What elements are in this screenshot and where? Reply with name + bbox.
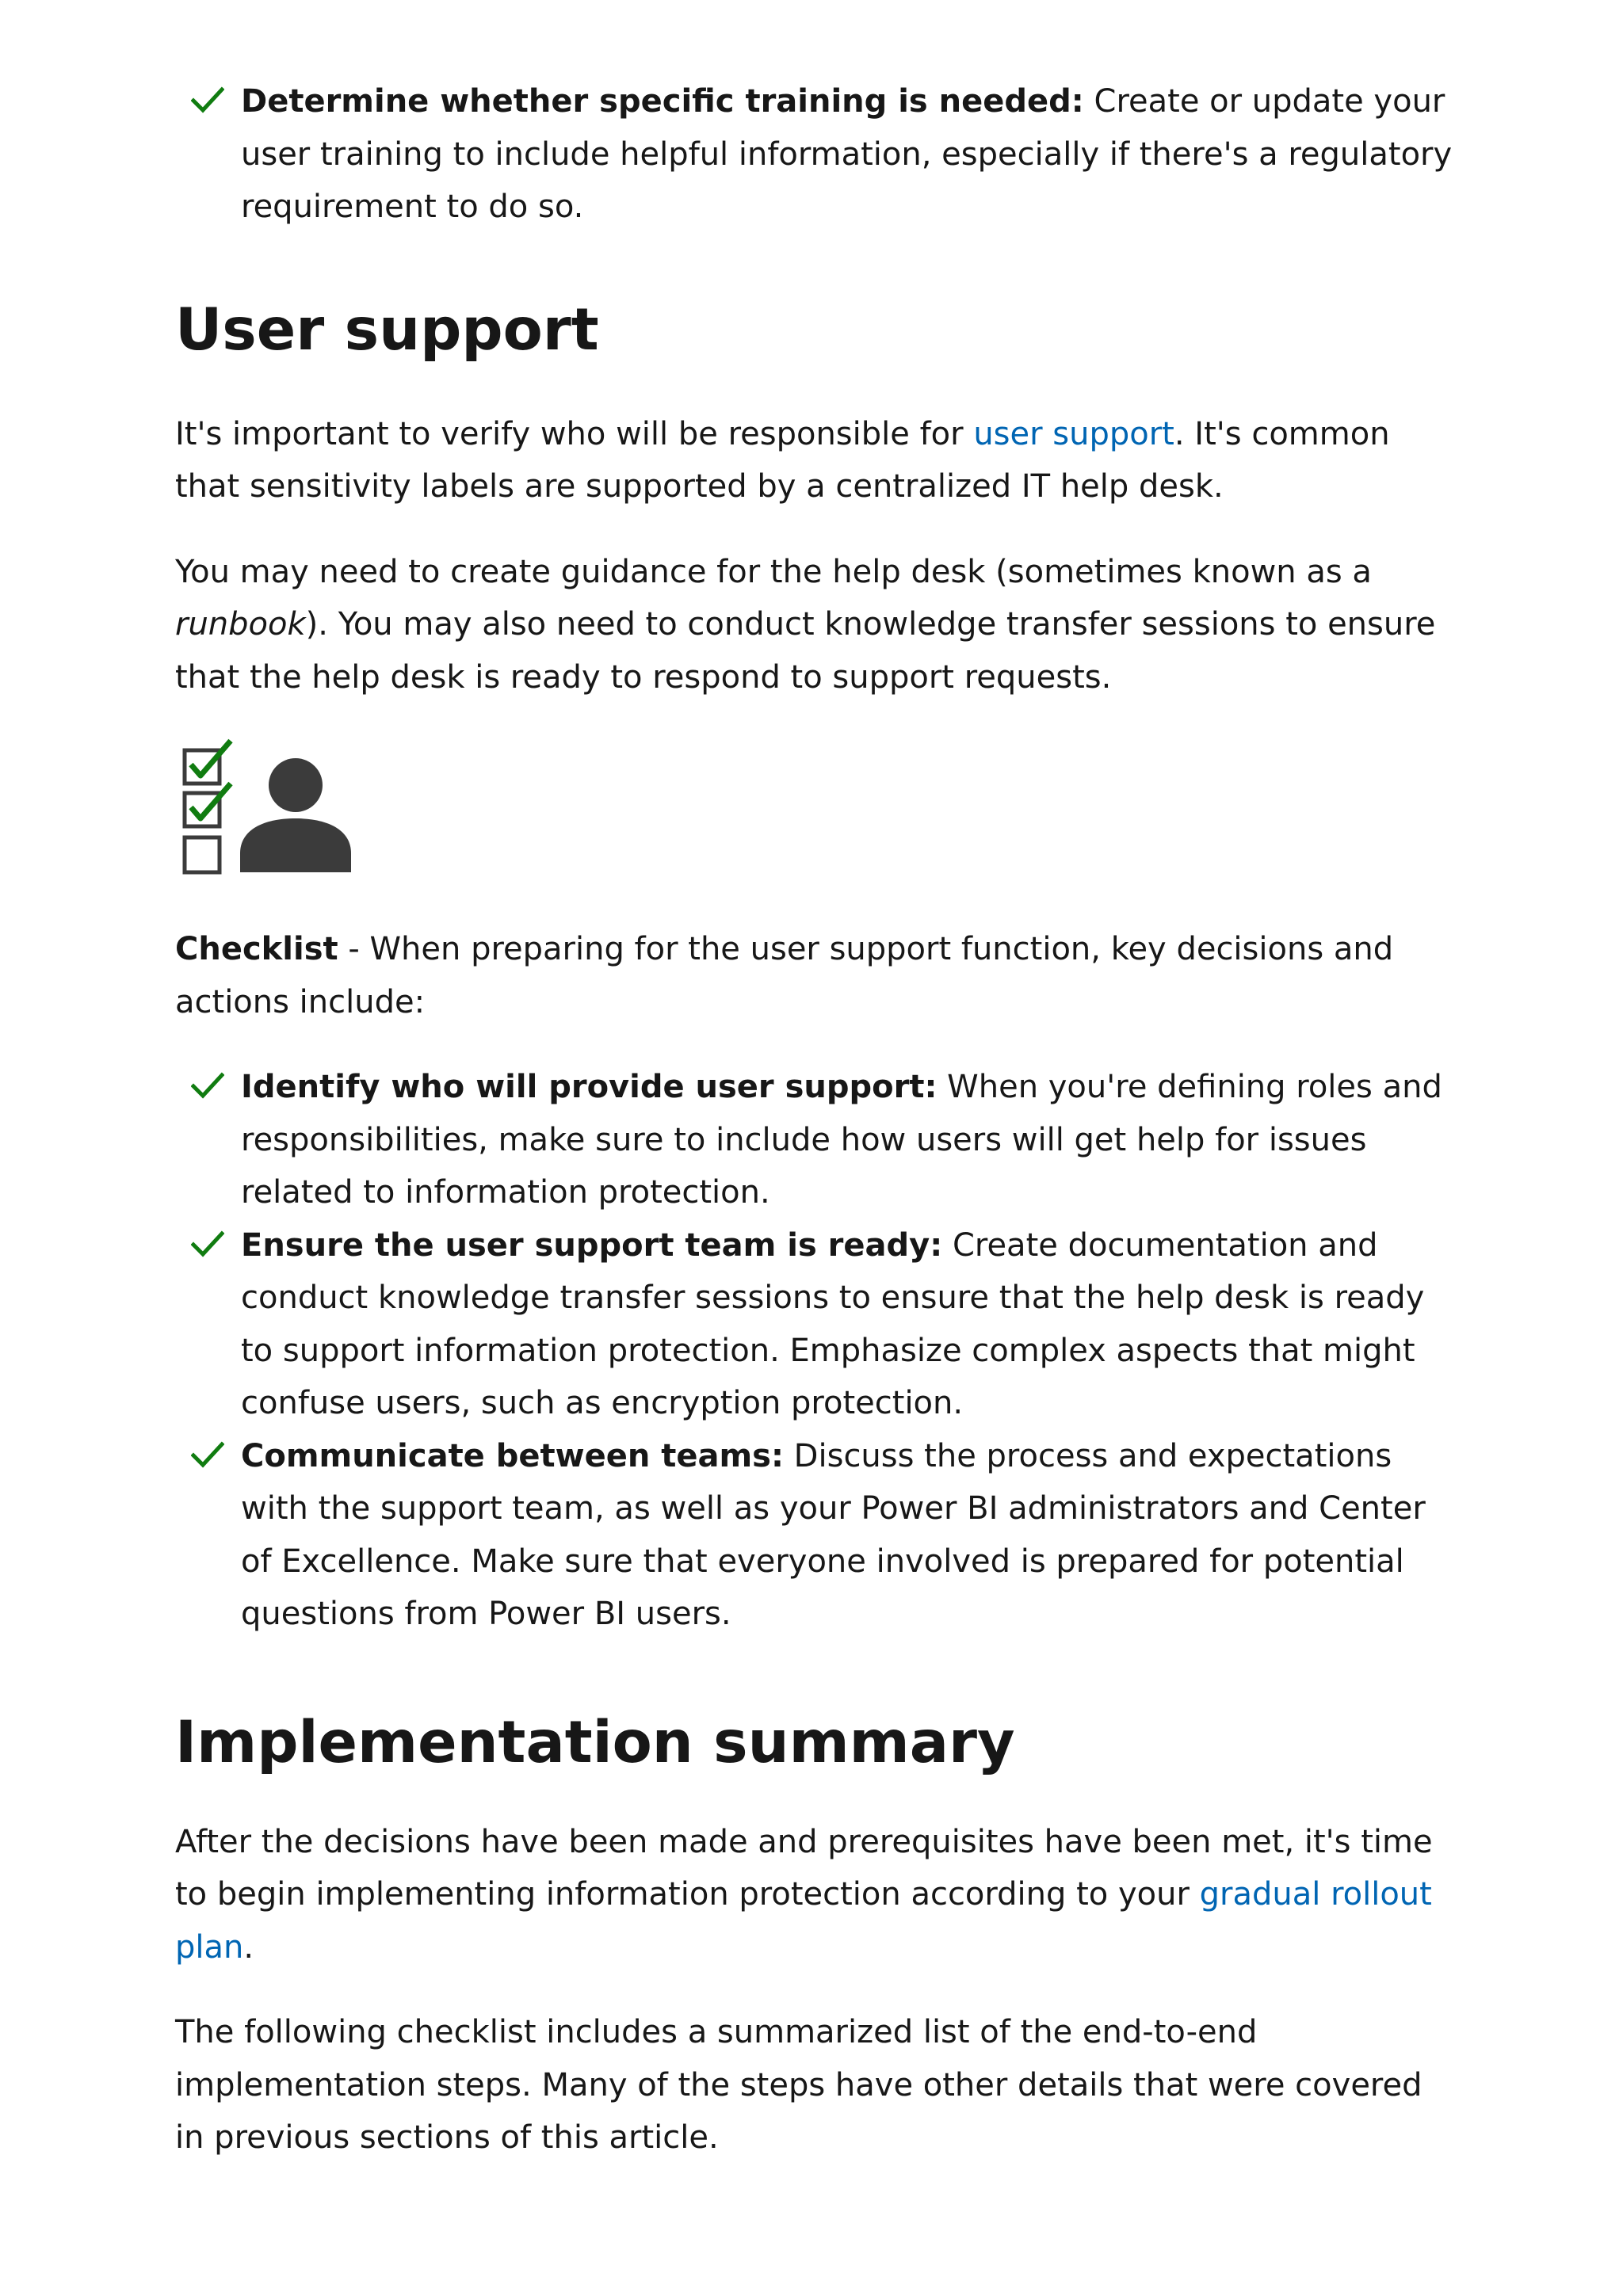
implementation-paragraph-1 <box>175 1816 1459 1974</box>
user-support-paragraph-1 <box>175 408 1459 513</box>
implementation-paragraph-2: The following checklist includes a summarized list of the end-to-end implementation steps. Many of the steps have other details that were covered in previous sections of this article. <box>175 2014 1423 2156</box>
checkmark-icon <box>191 86 224 113</box>
top-checklist <box>175 75 1459 234</box>
runbook-term: runbook <box>175 606 306 643</box>
checklist-item-text: When you're defining roles and responsibilities, make sure to include how users will get help for issues related to information protection. <box>241 1069 1442 1211</box>
checklist-item-training <box>175 75 1459 234</box>
checklist-item-identify <box>175 1061 1459 1219</box>
checkbox-empty-icon <box>185 837 220 872</box>
user-support-checklist <box>175 1061 1459 1641</box>
checklist-user-icon <box>175 736 359 882</box>
checkbox-checked-1-icon <box>185 741 231 784</box>
checklist-item-text: Create or update your user training to include helpful information, especially if there's a regulatory requirement to do so. <box>241 83 1453 225</box>
user-support-heading: User support <box>175 296 599 364</box>
paragraph-text: After the decisions have been made and prerequisites have been met, it's time to begin implementing information protection according to your <box>175 1823 1433 1913</box>
checkbox-checked-2-icon <box>185 784 231 826</box>
checklist-item-communicate <box>175 1430 1459 1641</box>
checklist-item-title: Identify who will provide user support: <box>241 1069 938 1105</box>
checklist-item-title: Communicate between teams: <box>241 1437 784 1474</box>
checklist-item-title: Determine whether specific training is needed: <box>241 83 1084 120</box>
gradual-rollout-plan-link[interactable]: gradual rollout plan <box>175 1876 1432 1966</box>
checkmark-icon <box>191 1072 224 1099</box>
checklist-item-ensure <box>175 1219 1459 1430</box>
checklist-item-text: Discuss the process and expectations with the support team, as well as your Power BI administrators and Center of Excellence. Make sure that everyone involved is prepared for potential questions from Power BI users. <box>241 1437 1426 1632</box>
user-support-paragraph-2 <box>175 546 1459 704</box>
checkmark-icon <box>191 1230 224 1257</box>
checkmark-icon <box>191 1441 224 1468</box>
implementation-summary-heading: Implementation summary <box>175 1708 1015 1776</box>
paragraph-text: You may need to create guidance for the help desk (sometimes known as a <box>175 553 1372 590</box>
paragraph-text: . <box>243 1928 254 1966</box>
paragraph-text: It's important to verify who will be responsible for <box>175 415 974 452</box>
paragraph-text: ). You may also need to conduct knowledge transfer sessions to ensure that the help desk is ready to respond to support requests. <box>175 606 1436 696</box>
checklist-item-title: Ensure the user support team is ready: <box>241 1226 943 1264</box>
user-support-link[interactable]: user support <box>973 415 1174 452</box>
person-icon <box>240 758 351 872</box>
paragraph-text: . It's common that sensitivity labels are supported by a centralized IT help desk. <box>175 415 1390 505</box>
article-content <box>175 75 1459 2164</box>
checklist-item-text: Create documentation and conduct knowledge transfer sessions to ensure that the help desk is ready to support information protection. Emphasize complex aspects that might confuse users, such as encryption protection. <box>241 1226 1425 1421</box>
checklist-intro <box>175 923 1459 1028</box>
paragraph-text: - When preparing for the user support function, key decisions and actions include: <box>175 931 1394 1020</box>
checklist-label: Checklist <box>175 931 338 967</box>
